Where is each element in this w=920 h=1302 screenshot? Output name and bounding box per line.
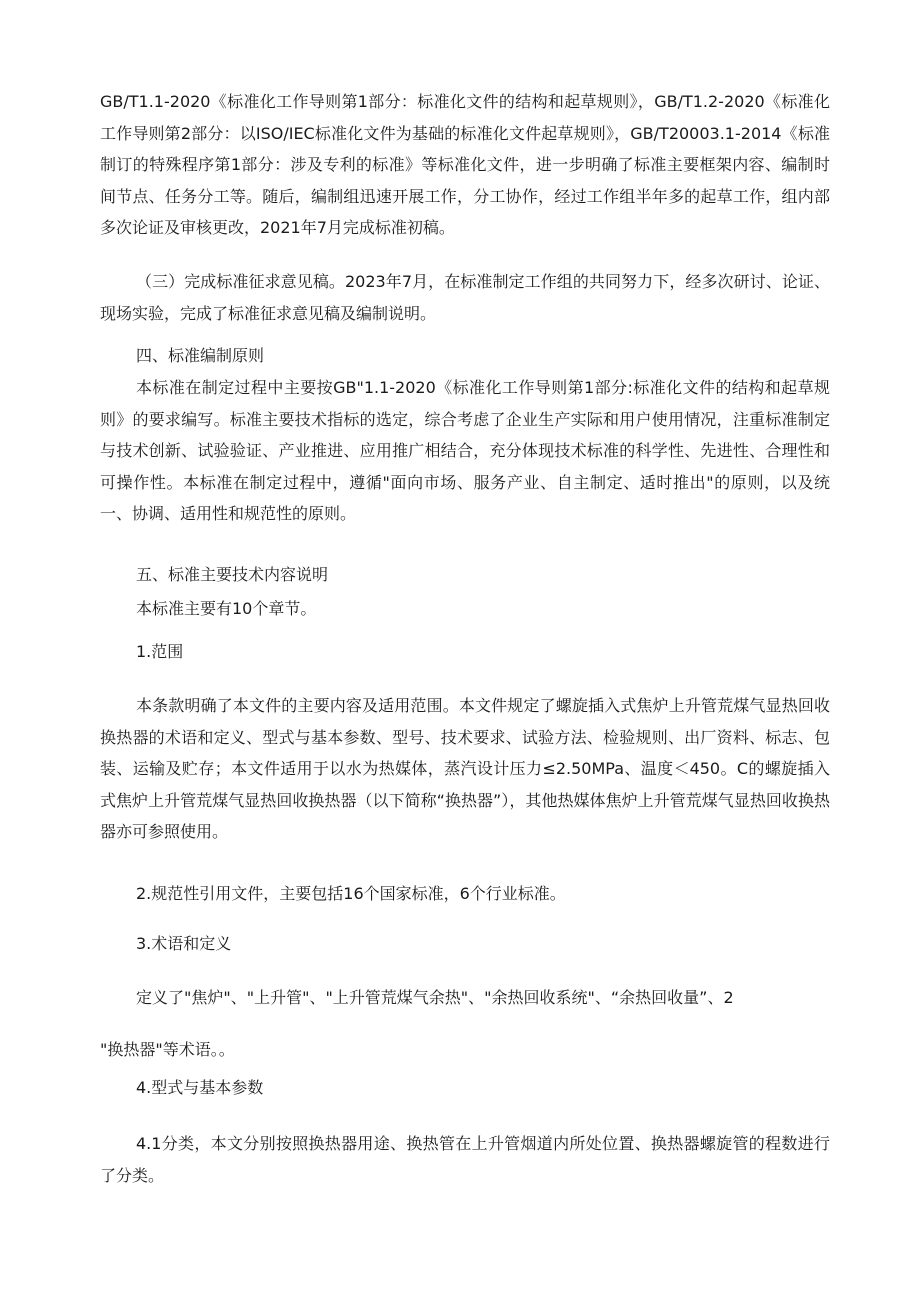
classification-paragraph: 4.1分类，本文分别按照换热器用途、换热管在上升管烟道内所处位置、换热器螺旋管的程数进行了分类。	[100, 1134, 830, 1185]
chapters-count-text: 本标准主要有10个章节。	[136, 599, 317, 618]
principle-paragraph: 本标准在制定过程中主要按GB"1.1-2020《标准化工作导则第1部分:标准化文件的结构和起草规则》的要求编写。标准主要技术指标的选定，综合考虑了企业生产实际和用户使用情况，注重标准制定与技术创新、试验验证、产业推进、应用推广相结合，充分体现技术标准的科学性、先进性、合理性和可操作性。本标准在制定过程中，遵循"面向市场、服务产业、自主制定、适时推出"的原则，以及统一、协调、适用性和规范性的原则。	[100, 378, 830, 523]
section-types-heading: 4.型式与基本参数	[136, 1078, 264, 1097]
section-terms-heading: 3.术语和定义	[136, 934, 232, 953]
heading-compilation-principles: 四、标准编制原则	[136, 346, 265, 365]
intro-paragraph: GB/T1.1-2020《标准化工作导则第1部分：标准化文件的结构和起草规则》，GB/T1.2-2020《标准化工作导则第2部分：以ISO/IEC标准化文件为基础的标准化文件起草规则》，GB/T20003.1-2014《标准制订的特殊程序第1部分：涉及专利的标准》等标准化文件，进一步明确了标准主要框架内容、编制时间节点、任务分工等。随后，编制组迅速开展工作，分工协作，经过工作组半年多的起草工作，组内部多次论证及审核更改，2021年7月完成标准初稿。	[100, 92, 830, 237]
terms-paragraph-line-2: "换热器"等术语。。	[100, 1040, 235, 1059]
heading-technical-content: 五、标准主要技术内容说明	[136, 565, 329, 584]
stage-3-paragraph: （三）完成标准征求意见稿。2023年7月，在标准制定工作组的共同努力下，经多次研讨、论证、现场实验，完成了标准征求意见稿及编制说明。	[100, 272, 830, 323]
terms-paragraph-line-1: 定义了"焦炉"、"上升管"、"上升管荒煤气余热"、"余热回收系统"、“余热回收量”、2	[136, 988, 734, 1007]
scope-paragraph: 本条款明确了本文件的主要内容及适用范围。本文件规定了螺旋插入式焦炉上升管荒煤气显热回收换热器的术语和定义、型式与基本参数、型号、技术要求、试验方法、检验规则、出厂资料、标志、包装、运输及贮存；本文件适用于以水为热媒体，蒸汽设计压力≤2.50MPa、温度＜450。C的螺旋插入式焦炉上升管荒煤气显热回收换热器（以下简称“换热器”），其他热媒体焦炉上升管荒煤气显热回收换热器亦可参照使用。	[100, 696, 830, 841]
section-normative-references: 2.规范性引用文件，主要包括16个国家标准，6个行业标准。	[136, 884, 566, 903]
section-scope-heading: 1.范围	[136, 642, 184, 661]
